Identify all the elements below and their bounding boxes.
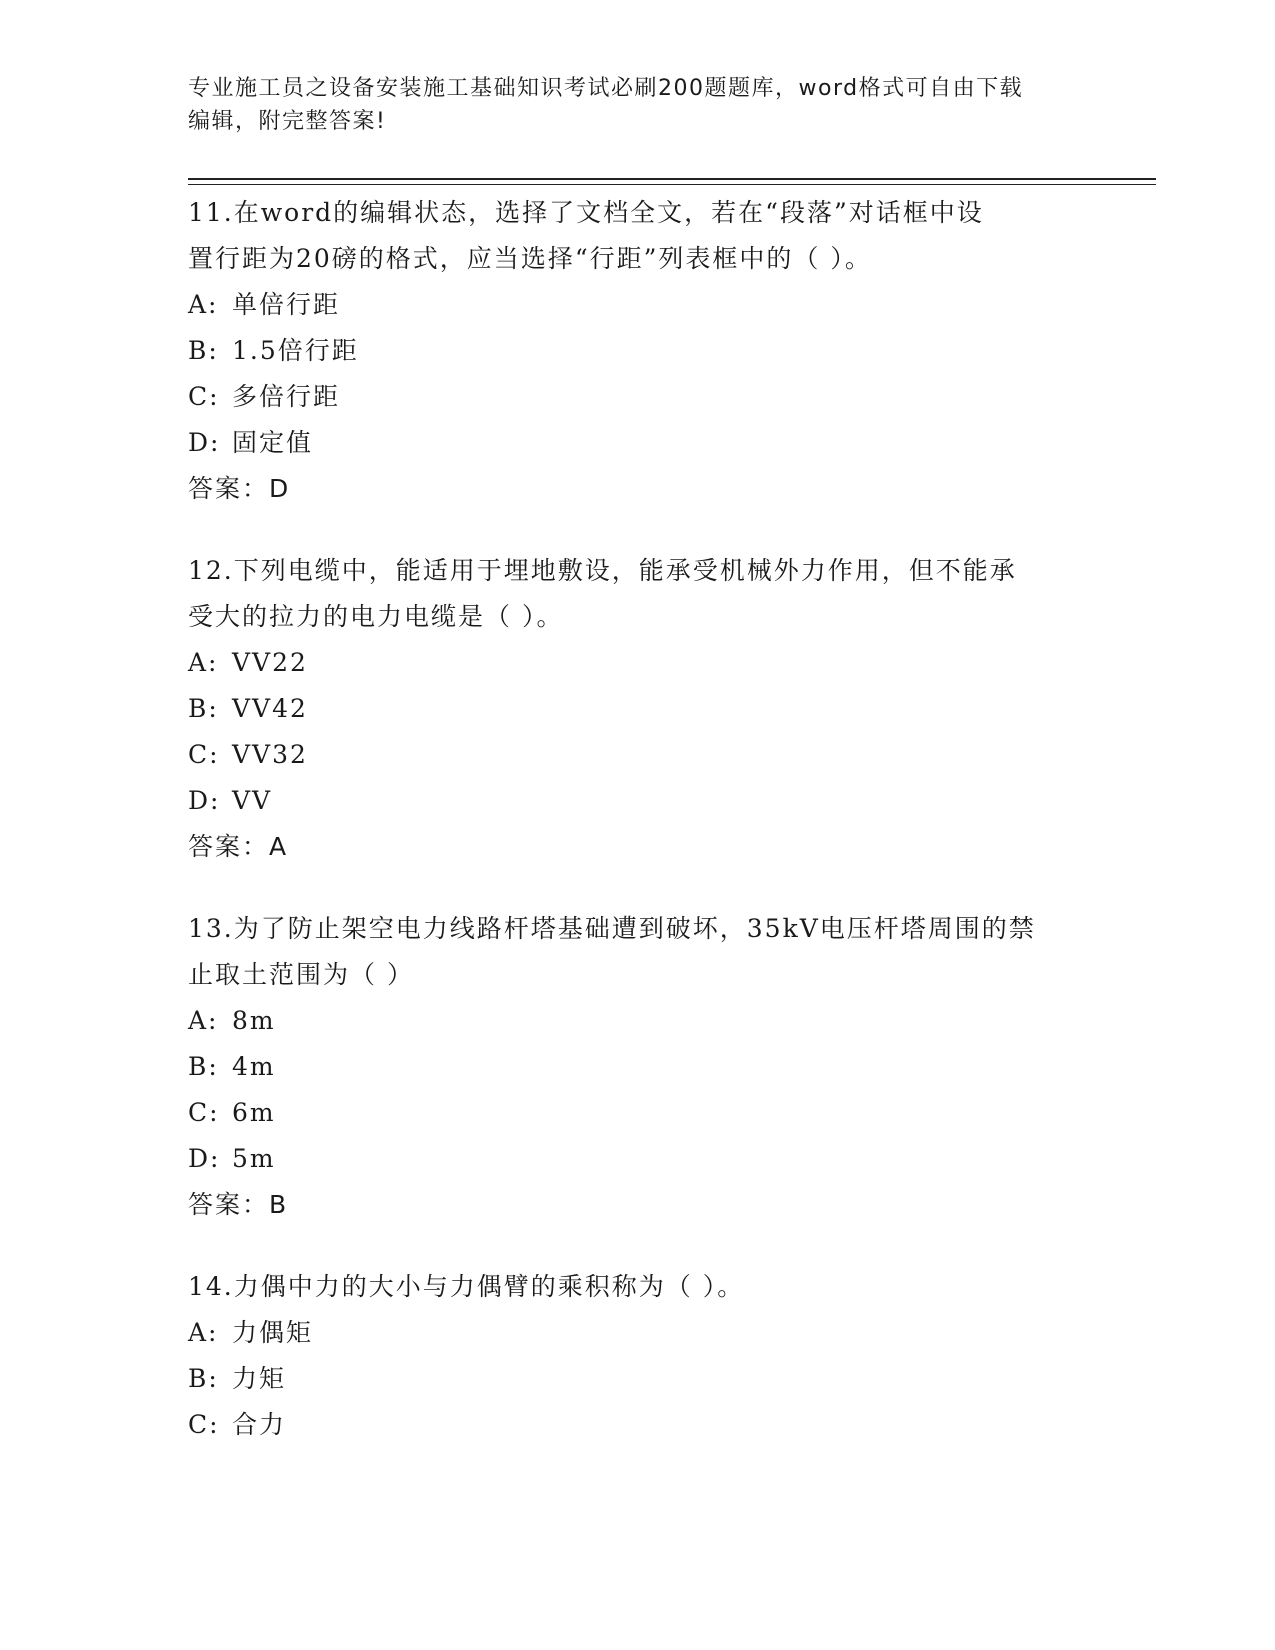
- option-a: [188, 640, 1088, 686]
- option-letter: C:: [188, 1410, 220, 1439]
- answer-label: 答案：D: [188, 474, 291, 503]
- option-text: VV32: [232, 740, 308, 769]
- option-text: VV42: [232, 694, 308, 723]
- question-stem-line: 11.在word的编辑状态，选择了文档全文，若在“段落”对话框中设: [188, 198, 984, 227]
- option-letter: A:: [188, 1318, 219, 1347]
- question-stem-line: 13.为了防止架空电力线路杆塔基础遭到破坏，35kV电压杆塔周围的禁: [188, 914, 1036, 943]
- option-text: 多倍行距: [232, 382, 341, 411]
- option-text: 固定值: [232, 428, 314, 457]
- option-text: 单倍行距: [232, 290, 341, 319]
- option-text: 5m: [232, 1144, 276, 1173]
- question-stem-line: 置行距为20磅的格式，应当选择“行距”列表框中的（ ）。: [188, 244, 872, 273]
- option-text: 6m: [232, 1098, 276, 1127]
- header-title-line-1: 专业施工员之设备安装施工基础知识考试必刷200题题库，word格式可自由下载: [188, 76, 1024, 101]
- option-text: 力矩: [232, 1364, 287, 1393]
- option-letter: D:: [188, 1144, 221, 1173]
- answer-label: 答案：A: [188, 832, 289, 861]
- option-a: [188, 1310, 1088, 1356]
- option-letter: A:: [188, 648, 219, 677]
- option-letter: B:: [188, 694, 219, 723]
- header-title-line-2: 编辑，附完整答案!: [188, 109, 387, 134]
- option-a: [188, 282, 1088, 328]
- option-text: 4m: [232, 1052, 276, 1081]
- option-a: [188, 998, 1088, 1044]
- option-c: [188, 374, 1088, 420]
- answer-label: 答案：B: [188, 1190, 289, 1219]
- option-letter: D:: [188, 786, 221, 815]
- questions-list: [188, 190, 1088, 1484]
- option-letter: C:: [188, 382, 220, 411]
- option-b: [188, 328, 1088, 374]
- header-divider-thin: [188, 184, 1156, 185]
- option-c: [188, 732, 1088, 778]
- option-d: [188, 1136, 1088, 1182]
- option-c: [188, 1090, 1088, 1136]
- option-text: 力偶矩: [232, 1318, 314, 1347]
- option-letter: B:: [188, 1364, 219, 1393]
- option-c: [188, 1402, 1088, 1448]
- option-text: 8m: [232, 1006, 276, 1035]
- document-header: [188, 72, 1068, 138]
- option-text: 合力: [232, 1410, 287, 1439]
- option-b: [188, 1356, 1088, 1402]
- option-text: 1.5倍行距: [232, 336, 359, 365]
- option-d: [188, 420, 1088, 466]
- question-stem-line: 止取土范围为（ ）: [188, 960, 414, 989]
- option-letter: D:: [188, 428, 221, 457]
- option-d: [188, 778, 1088, 824]
- option-letter: C:: [188, 740, 220, 769]
- question-13: [188, 906, 1088, 1228]
- option-b: [188, 1044, 1088, 1090]
- question-14: [188, 1264, 1088, 1448]
- option-text: VV22: [232, 648, 308, 677]
- question-stem-line: 受大的拉力的电力电缆是（ ）。: [188, 602, 564, 631]
- question-12: [188, 548, 1088, 870]
- option-letter: B:: [188, 336, 219, 365]
- question-stem-line: 14.力偶中力的大小与力偶臂的乘积称为（ ）。: [188, 1272, 745, 1301]
- option-letter: A:: [188, 1006, 219, 1035]
- option-letter: A:: [188, 290, 219, 319]
- option-letter: C:: [188, 1098, 220, 1127]
- question-stem-line: 12.下列电缆中，能适用于埋地敷设，能承受机械外力作用，但不能承: [188, 556, 1017, 585]
- option-letter: B:: [188, 1052, 219, 1081]
- option-b: [188, 686, 1088, 732]
- header-divider-thick: [188, 178, 1156, 180]
- option-text: VV: [232, 786, 273, 815]
- question-11: [188, 190, 1088, 512]
